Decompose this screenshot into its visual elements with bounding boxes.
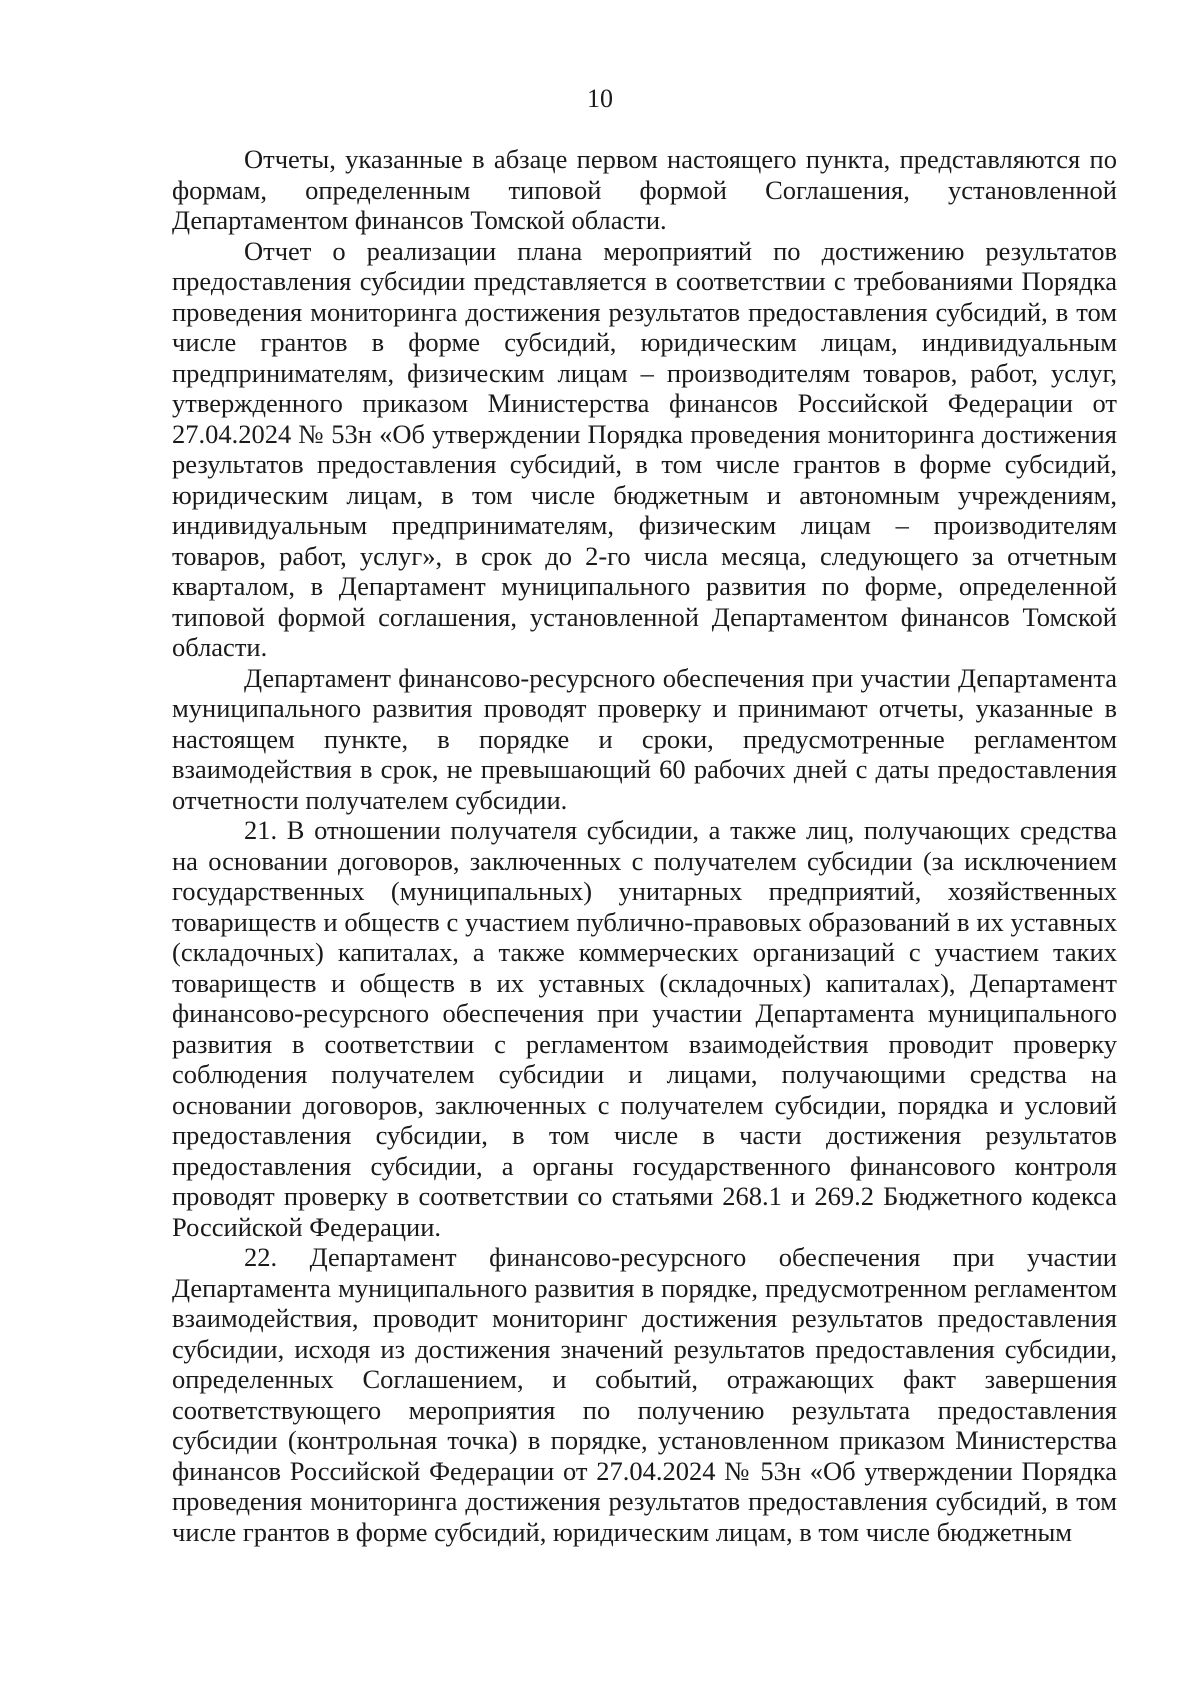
paragraph-item-22: 22. Департамент финансово-ресурсного обеспечения при участии Департамента муниципального развития в порядке, предусмотренном регламентом взаимодействия, проводит мониторинг достижения результатов предоставления субсидии, исходя из достижения значений результатов предоставления субсидии, определенных Соглашением, и событий, отражающих факт завершения соответствующего мероприятия по получению результата предоставления субсидии (контрольная точка) в порядке, установленном приказом Министерства финансов Российской Федерации от 27.04.2024 № 53н «Об утверждении Порядка проведения мониторинга достижения результатов предоставления субсидий, в том числе грантов в форме субсидий, юридическим лицам, в том числе бюджетным: [172, 1242, 1117, 1547]
paragraph-report-verification: Департамент финансово-ресурсного обеспечения при участии Департамента муниципального развития проводят проверку и принимают отчеты, указанные в настоящем пункте, в порядке и сроки, предусмотренные регламентом взаимодействия в срок, не превышающий 60 рабочих дней с даты предоставления отчетности получателем субсидии.: [172, 662, 1117, 815]
paragraph-reports-forms: Отчеты, указанные в абзаце первом настоящего пункта, представляются по формам, определенным типовой формой Соглашения, установленной Департаментом финансов Томской области.: [172, 144, 1117, 235]
document-body: [172, 144, 1117, 1547]
page-number: 10: [587, 84, 613, 113]
paragraph-item-21: 21. В отношении получателя субсидии, а также лиц, получающих средства на основании договоров, заключенных с получателем субсидии (за исключением государственных (муниципальных) унитарных предприятий, хозяйственных товариществ и обществ с участием публично-правовых образований в их уставных (складочных) капиталах, а также коммерческих организаций с участием таких товариществ и обществ в их уставных (складочных) капиталах), Департамент финансово-ресурсного обеспечения при участии Департамента муниципального развития в соответствии с регламентом взаимодействия проводит проверку соблюдения получателем субсидии и лицами, получающими средства на основании договоров, заключенных с получателем субсидии, порядка и условий предоставления субсидии, в том числе в части достижения результатов предоставления субсидии, а органы государственного финансового контроля проводят проверку в соответствии со статьями 268.1 и 269.2 Бюджетного кодекса Российской Федерации.: [172, 815, 1117, 1242]
paragraph-plan-report: Отчет о реализации плана мероприятий по достижению результатов предоставления субсидии представляется в соответствии с требованиями Порядка проведения мониторинга достижения результатов предоставления субсидий, в том числе грантов в форме субсидий, юридическим лицам, индивидуальным предпринимателям, физическим лицам – производителям товаров, работ, услуг, утвержденного приказом Министерства финансов Российской Федерации от 27.04.2024 № 53н «Об утверждении Порядка проведения мониторинга достижения результатов предоставления субсидий, в том числе грантов в форме субсидий, юридическим лицам, в том числе бюджетным и автономным учреждениям, индивидуальным предпринимателям, физическим лицам – производителям товаров, работ, услуг», в срок до 2-го числа месяца, следующего за отчетным кварталом, в Департамент муниципального развития по форме, определенной типовой формой соглашения, установленной Департаментом финансов Томской области.: [172, 235, 1117, 662]
